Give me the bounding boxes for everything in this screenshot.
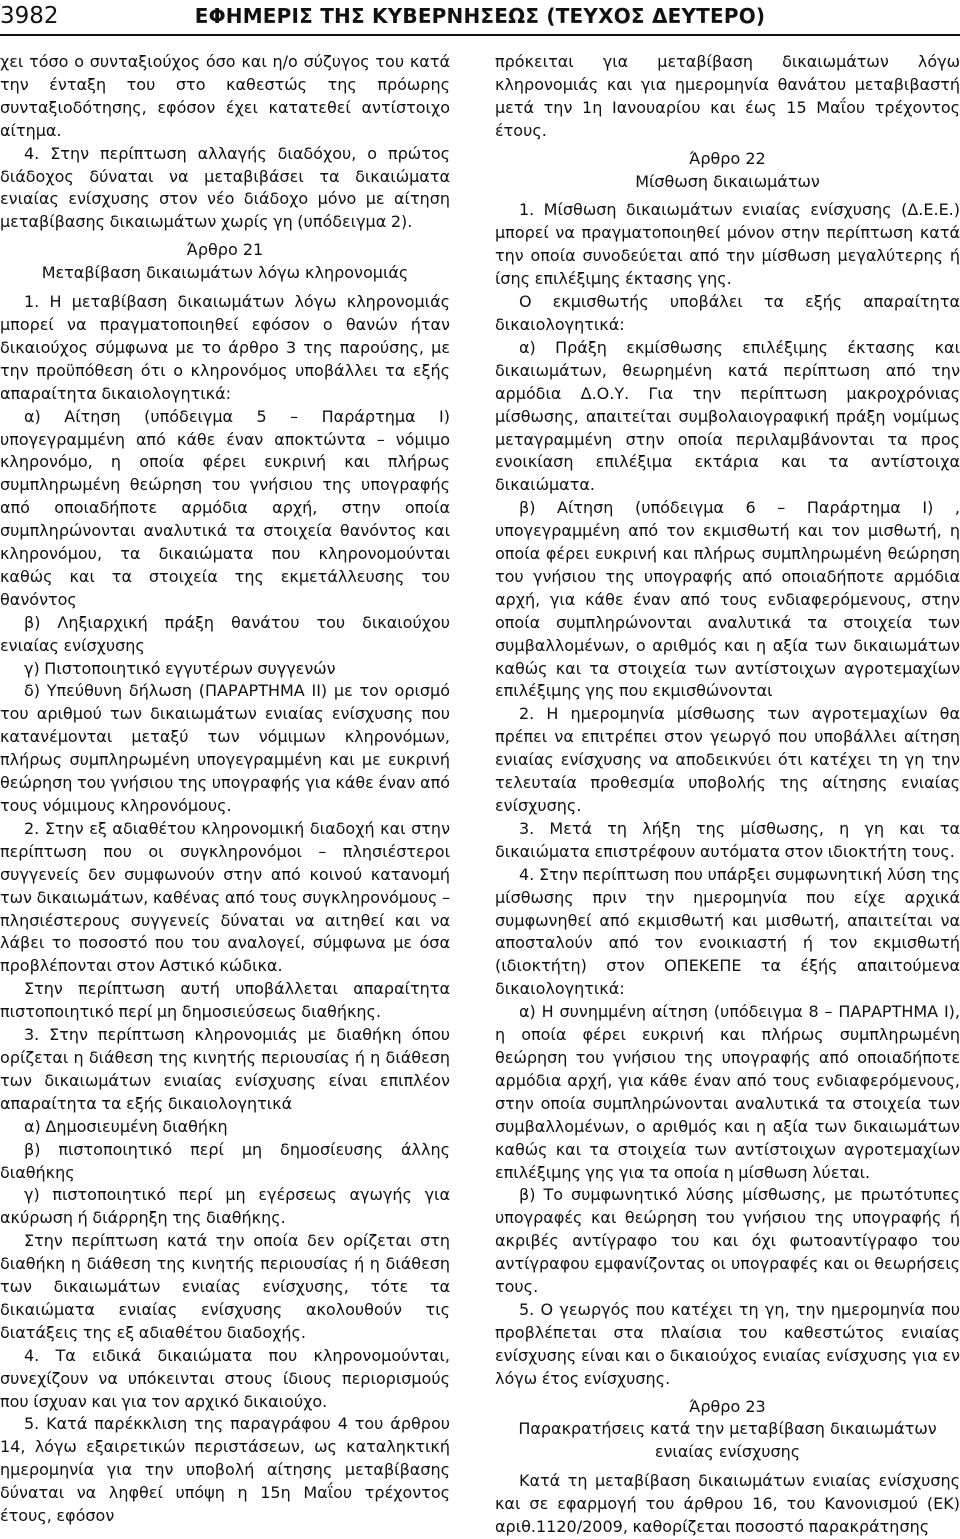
paragraph: β) πιστοποιητικό περί μη δημοσίευσης άλλης διαθήκης — [0, 1139, 450, 1182]
article-heading — [0, 239, 450, 285]
article-title: Παρακρατήσεις κατά την μεταβίβαση δικαιωμάτων ενιαίας ενίσχυσης — [518, 1419, 937, 1462]
paragraph: 3. Μετά τη λήξη της μίσθωσης, η γη και τα δικαιώματα επιστρέφουν αυτόματα στον ιδιοκτήτη τους. — [495, 818, 960, 861]
paragraph: 2. Η ημερομηνία μίσθωσης των αγροτεμαχίων θα πρέπει να επιτρέπει στον γεωργό που υποβάλλει αίτηση ενιαίας ενίσχυσης να αποδεικνύει ότι κατέχει τη γη την τελευταία προθεσμία υποβολής της αίτησης ενιαίας ενίσχυσης. — [495, 704, 960, 815]
paragraph: γ) Πιστοποιητικό εγγυτέρων συγγενών — [24, 658, 336, 678]
paragraph: 3. Στην περίπτωση κληρονομιάς με διαθήκη όπου ορίζεται η διάθεση της κινητής περιουσίας ή η διάθεση των δικαιωμάτων ενιαίας ενίσχυσης είναι επιπλέον απαραίτητα τα εξής δικαιολογητικά — [0, 1025, 450, 1113]
gazette-title: ΕΦΗΜΕΡΙΣ ΤΗΣ ΚΥΒΕΡΝΗΣΕΩΣ (ΤΕΥΧΟΣ ΔΕΥΤΕΡΟ) — [194, 4, 766, 28]
paragraph: χει τόσο ο συνταξιούχος όσο και η/ο σύζυγος του κατά την ένταξη του στο καθεστώς της πρόωρης συνταξιοδότησης, εφόσον έχει κατατεθεί αντίστοιχο αίτημα. — [0, 52, 450, 140]
paragraph: α) Δημοσιευμένη διαθήκη — [24, 1116, 228, 1136]
article-title: Μίσθωση δικαιωμάτων — [635, 171, 820, 191]
page-number: 3982 — [0, 3, 59, 29]
paragraph: α) Αίτηση (υπόδειγμα 5 – Παράρτημα I) υπογεγραμμένη από κάθε έναν αποκτώντα – νόμιμο κληρονόμο, η οποία φέρει ευκρινή και πλήρως συμπληρωμένη θεώρηση του γνήσιου της υπογραφής από οποιαδήποτε αρμόδια αρχή, στην οποία συμπληρώνονται αναλυτικά τα στοιχεία θανόντος και κληρονόμου, τα δικαιώματα που κληρονομούνται καθώς και τα στοιχεία της εκμετάλλευσης του θανόντος — [0, 406, 450, 609]
article-number: Άρθρο 23 — [689, 1396, 766, 1416]
article-title: Μεταβίβαση δικαιωμάτων λόγω κληρονομιάς — [41, 263, 409, 283]
paragraph: 5. Κατά παρέκκλιση της παραγράφου 4 του άρθρου 14, λόγω εξαιρετικών περιστάσεων, ως καταληκτική ημερομηνία για την υποβολή αίτησης μεταβίβασης δύναται να ληφθεί υπόψη η 15η Μαΐου τρέχοντος έτους, εφόσον — [0, 1414, 450, 1526]
paragraph: 4. Στην περίπτωση αλλαγής διαδόχου, ο πρώτος διάδοχος δύναται να μεταβιβάσει τα δικαιώματα ενιαίας ενίσχυσης στον νέο διάδοχο μόνο με αίτηση μεταβίβασης δικαιωμάτων χωρίς γη (υπόδειγμα 2). — [0, 143, 450, 232]
article-number: Άρθρο 22 — [689, 148, 766, 168]
paragraph: β) Ληξιαρχική πράξη θανάτου του δικαιούχου ενιαίας ενίσχυσης — [0, 612, 450, 655]
page-header — [0, 0, 960, 36]
paragraph: 4. Στην περίπτωση που υπάρξει συμφωνητική λύση της μίσθωσης πριν την ημερομηνία που είχε αρχικά συμφωνηθεί από εκμισθωτή και μισθωτή, απαιτείται να αποσταλούν από τον ενοικιαστή ή τον εκμισθωτή (ιδιοκτήτη) στον ΟΠΕΚΕΠΕ τα έξής απαιτούμενα δικαιολογητικά: — [495, 864, 960, 999]
left-column — [0, 51, 450, 1528]
paragraph: δ) Υπεύθυνη δήλωση (ΠΑΡΑΡΤΗΜΑ ΙΙ) με τον ορισμό του αριθμού των δικαιωμάτων ενιαίας ενίσχυσης που κατανέμονται μεταξύ των νόμιμων κληρονόμων, πλήρως συμπληρωμένη υπογεγραμμένη και με ευκρινή θεώρηση του γνήσιου της υπογραφής για κάθε έναν από τους νόμιμους κληρονόμους. — [0, 681, 450, 815]
paragraph: πρόκειται για μεταβίβαση δικαιωμάτων λόγω κληρονομιάς και για ημερομηνία θανάτου μεταβιβαστή μετά την 1η Ιανουαρίου και έως 15 Μαΐου τρέχοντος έτους. — [495, 52, 960, 140]
paragraph: Κατά τη μεταβίβαση δικαιωμάτων ενιαίας ενίσχυσης και σε εφαρμογή του άρθρου 16, του Κανονισμού (ΕΚ) αριθ.1120/2009, καθορίζεται ποσοστό παρακράτησης — [495, 1471, 960, 1537]
paragraph: Στην περίπτωση κατά την οποία δεν ορίζεται στη διαθήκη η διάθεση της κινητής περιουσίας ή η διάθεση των δικαιωμάτων ενιαίας ενίσχυσης, τότε τα δικαιώματα ενιαίας ενίσχυσης ακολουθούν τις διατάξεις της εξ αδιαθέτου διαδοχής. — [0, 1231, 450, 1342]
paragraph: β) Το συμφωνητικό λύσης μίσθωσης, με πρωτότυπες υπογραφές και θεώρηση του γνήσιου της υπογραφής ή ακριβές αντίγραφο του και όχι φωτοαντίγραφο του αντίγραφου εμφανίζοντας οι υπογραφές και οι θεωρήσεις τους. — [495, 1185, 960, 1297]
paragraph: β) Αίτηση (υπόδειγμα 6 – Παράρτημα I) , υπογεγραμμένη από τον εκμισθωτή και τον μισθωτή, η οποία φέρει ευκρινή και πλήρως συμπληρωμένη θεώρηση του γνήσιου της υπογραφής από οποιαδήποτε αρμόδια αρχή, για κάθε έναν από τους ενδιαφερόμενους, στην οποία συμπληρώνονται αναλυτικά τα στοιχεία των συμβαλλομένων, ο αριθμός και η αξία των δικαιωμάτων καθώς και τα στοιχεία των αντίστοιχων αγροτεμαχίων επιλέξιμης γης που εκμισθώνονται — [495, 498, 960, 701]
paragraph: γ) πιστοποιητικό περί μη εγέρσεως αγωγής για ακύρωση ή διάρρηξη της διαθήκης. — [0, 1185, 450, 1228]
paragraph: Ο εκμισθωτής υποβάλει τα εξής απαραίτητα δικαιολογητικά: — [495, 292, 960, 334]
paragraph: α) Η συνημμένη αίτηση (υπόδειγμα 8 – ΠΑΡΑΡΤΗΜΑ Ι), η οποία φέρει ευκρινή και πλήρως συμπληρωμένη θεώρηση του γνήσιου της υπογραφής από οποιαδήποτε αρμόδια αρχή, για κάθε έναν από τους ενδιαφερόμενους, στην οποία συμπληρώνονται αναλυτικά τα στοιχεία των συμβαλλομένων, ο αριθμός και η αξία των δικαιωμάτων καθώς και τα στοιχεία των αντίστοιχων αγροτεμαχίων επιλέξιμης γης για τα οποία η μίσθωση λύεται. — [495, 1002, 960, 1182]
paragraph: Στην περίπτωση αυτή υποβάλλεται απαραίτητα πιστοποιητικό περί μη δημοσιεύσεως διαθήκης. — [0, 979, 450, 1022]
paragraph: 5. Ο γεωργός που κατέχει τη γη, την ημερομηνία που προβλέπεται στα πλαίσια του καθεστώτος ενιαίας ενίσχυσης είναι και ο δικαιούχος ενιαίας ενίσχυσης για εν λόγω έτος ενίσχυσης. — [495, 1299, 960, 1388]
article-heading — [495, 148, 960, 194]
article-heading — [495, 1396, 960, 1465]
paragraph: 2. Στην εξ αδιαθέτου κληρονομική διαδοχή και στην περίπτωση που οι συγκληρονόμοι – πλησιέστεροι συγγενείς δεν συμφωνούν στην από κοινού κατανομή των δικαιωμάτων, καθένας από τους συγκληρονόμους – πλησιέστερους συγγενείς δύναται να αιτηθεί και να λάβει το ποσοστό που του αναλογεί, σύμφωνα με όσα προβλέπονται στον Αστικό κώδικα. — [0, 818, 450, 976]
paragraph: 1. Μίσθωση δικαιωμάτων ενιαίας ενίσχυσης (Δ.Ε.Ε.) μπορεί να πραγματοποιηθεί μόνον στην περίπτωση κατά την οποία συνοδεύεται από την μίσθωση μεγαλύτερης ή ίσης επιλέξιμης έκτασης γης. — [495, 200, 960, 289]
paragraph: 1. Η μεταβίβαση δικαιωμάτων λόγω κληρονομιάς μπορεί να πραγματοποιηθεί εφόσον ο θανών ήταν δικαιούχος σύμφωνα με το άρθρο 3 της παρούσης, με την προϋπόθεση ότι ο κληρονόμος υποβάλλει τα εξής απαραίτητα δικαιολογητικά: — [0, 292, 450, 403]
article-number: Άρθρο 21 — [186, 240, 264, 260]
right-column — [495, 51, 960, 1539]
paragraph: α) Πράξη εκμίσθωσης επιλέξιμης έκτασης και δικαιωμάτων, θεωρημένη κατά περίπτωση από την αρμόδια Δ.Ο.Υ. Για την περίπτωση μακροχρόνιας μίσθωσης, απαιτείται συμβολαιογραφική πράξη νομίμως μεταγραμμένη στην οποία περιλαμβάνονται τα προς ενοικίαση επιλέξιμα εκτάρια και τα αντίστοιχα δικαιώματα. — [495, 337, 960, 495]
paragraph: 4. Τα ειδικά δικαιώματα που κληρονομούνται, συνεχίζουν να υπόκεινται στους ίδιους περιορισμούς που ίσχυαν και για τον αρχικό δικαιούχο. — [0, 1345, 450, 1411]
